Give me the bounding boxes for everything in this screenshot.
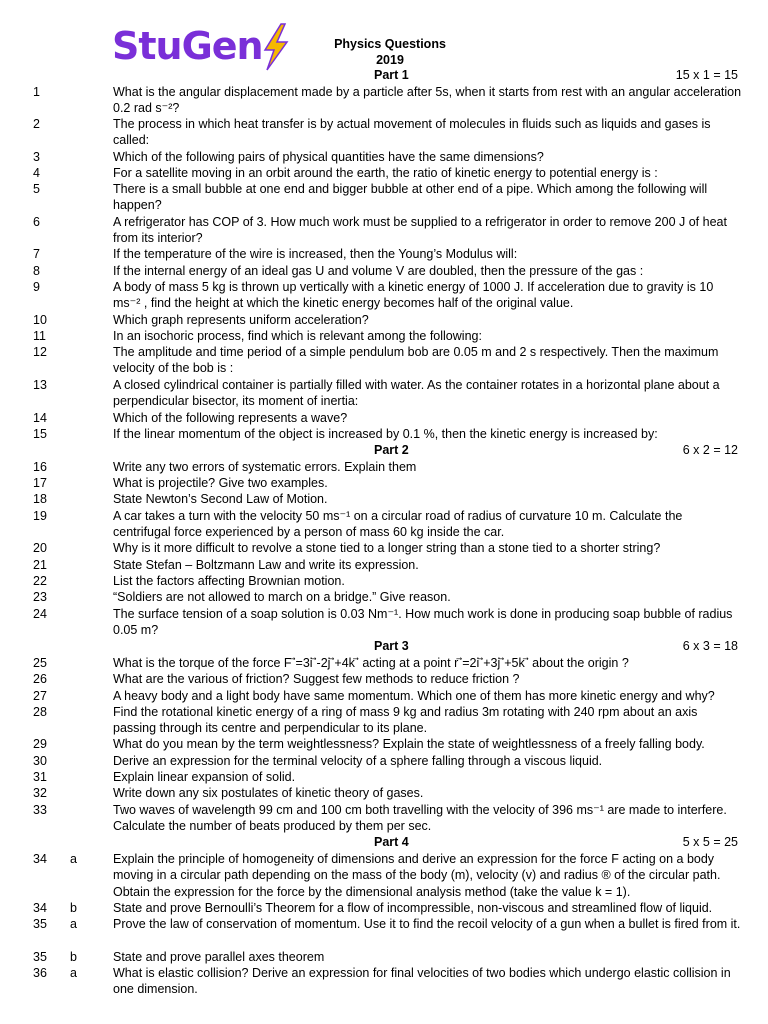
question-text: State Newton’s Second Law of Motion. bbox=[113, 492, 328, 506]
question-text: Why is it more difficult to revolve a stone tied to a longer string than a stone tied to a shorter string? bbox=[113, 541, 661, 555]
question-text: What do you mean by the term weightlessness? Explain the state of weightlessness of a freely falling body. bbox=[113, 737, 705, 751]
question-number: 35 bbox=[33, 950, 47, 964]
question-text: The surface tension of a soap solution is 0.03 Nm⁻¹. How much work is done in producing soap bubble of radius 0.05 m? bbox=[113, 607, 733, 638]
question-number: 1 bbox=[33, 85, 40, 99]
stugen-logo: StuGen bbox=[112, 24, 263, 68]
question-text: A heavy body and a light body have same momentum. Which one of them has more kinetic energy and why? bbox=[113, 689, 715, 703]
question-number: 11 bbox=[33, 329, 46, 343]
question-text: List the factors affecting Brownian motion. bbox=[113, 574, 345, 588]
question-number: 36 bbox=[33, 966, 47, 980]
question-number: 6 bbox=[33, 215, 40, 229]
part-3-header bbox=[0, 638, 768, 654]
question-subpart: b bbox=[70, 901, 77, 915]
question-text: A closed cylindrical container is partially filled with water. As the container rotates in a horizontal plane about a perpendicular bisector, its moment of inertia: bbox=[113, 378, 720, 409]
question-text: Prove the law of conservation of momentum. Use it to find the recoil velocity of a gun when a bullet is fired from it. bbox=[113, 917, 741, 931]
question-number: 20 bbox=[33, 541, 47, 555]
question-number: 18 bbox=[33, 492, 47, 506]
question-number: 30 bbox=[33, 754, 47, 768]
question-number: 25 bbox=[33, 656, 47, 670]
question-number: 24 bbox=[33, 607, 47, 621]
question-text: Write any two errors of systematic errors. Explain them bbox=[113, 460, 417, 474]
question-number: 4 bbox=[33, 166, 40, 180]
part-label: Part 1 bbox=[374, 68, 409, 82]
question-number: 13 bbox=[33, 378, 47, 392]
part-marks: 6 x 3 = 18 bbox=[682, 639, 738, 653]
question-number: 10 bbox=[33, 313, 47, 327]
question-number: 23 bbox=[33, 590, 47, 604]
question-number: 35 bbox=[33, 917, 47, 931]
question-text: Which of the following pairs of physical quantities have the same dimensions? bbox=[113, 150, 544, 164]
question-text: Which graph represents uniform acceleration? bbox=[113, 313, 369, 327]
question-number: 34 bbox=[33, 852, 47, 866]
question-text: Write down any six postulates of kinetic theory of gases. bbox=[113, 786, 424, 800]
question-text: Explain the principle of homogeneity of dimensions and derive an expression for the force F acting on a body moving in a circular path depending on the mass of the body (m), velocity (v) and radius ® of the circular path. Obtain the expression for the force by the dimensional analysis method (take the value k = 1). bbox=[113, 852, 721, 899]
question-text: What is elastic collision? Derive an expression for final velocities of two bodies which undergo elastic collision in one dimension. bbox=[113, 966, 731, 997]
question-text: The process in which heat transfer is by actual movement of molecules in fluids such as liquids and gases is called: bbox=[113, 117, 711, 148]
part-label: Part 4 bbox=[374, 835, 409, 849]
question-number: 2 bbox=[33, 117, 40, 131]
question-text: If the internal energy of an ideal gas U and volume V are doubled, then the pressure of the gas : bbox=[113, 264, 644, 278]
part-2-header bbox=[0, 442, 768, 458]
question-text: In an isochoric process, find which is relevant among the following: bbox=[113, 329, 482, 343]
question-number: 16 bbox=[33, 460, 47, 474]
question-text: What are the various of friction? Suggest few methods to reduce friction ? bbox=[113, 672, 520, 686]
question-text: A body of mass 5 kg is thrown up vertically with a kinetic energy of 1000 J. If acceleration due to gravity is 10 ms⁻² , find the height at which the kinetic energy becomes half of the original value. bbox=[113, 280, 714, 311]
part-4-header bbox=[0, 834, 768, 850]
question-text: A car takes a turn with the velocity 50 ms⁻¹ on a circular road of radius of curvature 10 m. Calculate the centrifugal force experienced by a person of mass 60 kg inside the car. bbox=[113, 509, 683, 540]
question-number: 17 bbox=[33, 476, 47, 490]
question-text: What is the angular displacement made by a particle after 5s, when it starts from rest with an angular acceleration 0.2 rad s⁻²? bbox=[113, 85, 742, 116]
question-number: 15 bbox=[33, 427, 47, 441]
question-number: 32 bbox=[33, 786, 47, 800]
part-label: Part 2 bbox=[374, 443, 409, 457]
question-subpart: a bbox=[70, 852, 77, 866]
part-marks: 5 x 5 = 25 bbox=[682, 835, 738, 849]
question-subpart: a bbox=[70, 966, 77, 980]
question-text: For a satellite moving in an orbit around the earth, the ratio of kinetic energy to potential energy is : bbox=[113, 166, 658, 180]
question-number: 22 bbox=[33, 574, 47, 588]
question-text: If the linear momentum of the object is increased by 0.1 %, then the kinetic energy is increased by: bbox=[113, 427, 658, 441]
question-text: “Soldiers are not allowed to march on a bridge.” Give reason. bbox=[113, 590, 451, 604]
question-text: Derive an expression for the terminal velocity of a sphere falling through a viscous liquid. bbox=[113, 754, 603, 768]
question-number: 26 bbox=[33, 672, 47, 686]
question-text: Explain linear expansion of solid. bbox=[113, 770, 296, 784]
question-text: State Stefan – Boltzmann Law and write its expression. bbox=[113, 558, 419, 572]
question-number: 7 bbox=[33, 247, 40, 261]
question-text: A refrigerator has COP of 3. How much work must be supplied to a refrigerator in order to remove 200 J of heat from its interior? bbox=[113, 215, 727, 246]
question-number: 14 bbox=[33, 411, 47, 425]
question-number: 8 bbox=[33, 264, 40, 278]
part-label: Part 3 bbox=[374, 639, 409, 653]
question-number: 19 bbox=[33, 509, 47, 523]
question-subpart: b bbox=[70, 950, 77, 964]
question-text: Two waves of wavelength 99 cm and 100 cm both travelling with the velocity of 396 ms⁻¹ are made to interfere. Calculate the number of beats produced by them per sec. bbox=[113, 803, 727, 834]
part-marks: 15 x 1 = 15 bbox=[675, 68, 738, 82]
question-text: State and prove parallel axes theorem bbox=[113, 950, 325, 964]
question-number: 28 bbox=[33, 705, 47, 719]
document-title: Physics Questions bbox=[334, 37, 446, 51]
question-text: If the temperature of the wire is increased, then the Young’s Modulus will: bbox=[113, 247, 518, 261]
question-number: 31 bbox=[33, 770, 47, 784]
question-text: State and prove Bernoulli’s Theorem for a flow of incompressible, non-viscous and streamlined flow of liquid. bbox=[113, 901, 713, 915]
question-text: Which of the following represents a wave? bbox=[113, 411, 348, 425]
question-number: 27 bbox=[33, 689, 47, 703]
question-text: What is the torque of the force F ⃗=3i ⃗-2j ⃗+4k ⃗ acting at a point r ⃗=2i ⃗+3j ⃗+5k ⃗ about the origin ? bbox=[113, 656, 629, 670]
question-text: There is a small bubble at one end and bigger bubble at other end of a pipe. Which among the following will happen? bbox=[113, 182, 708, 213]
question-number: 29 bbox=[33, 737, 47, 751]
question-text: The amplitude and time period of a simple pendulum bob are 0.05 m and 2 s respectively. Then the maximum velocity of the bob is : bbox=[113, 345, 719, 376]
question-number: 5 bbox=[33, 182, 40, 196]
part-1-header bbox=[0, 67, 768, 83]
document-year: 2019 bbox=[376, 53, 404, 67]
question-number: 12 bbox=[33, 345, 47, 359]
question-subpart: a bbox=[70, 917, 77, 931]
question-number: 34 bbox=[33, 901, 47, 915]
question-text: What is projectile? Give two examples. bbox=[113, 476, 328, 490]
question-number: 3 bbox=[33, 150, 40, 164]
question-number: 9 bbox=[33, 280, 40, 294]
question-text: Find the rotational kinetic energy of a ring of mass 9 kg and radius 3m rotating with 240 rpm about an axis passing through its centre and perpendicular to its plane. bbox=[113, 705, 698, 736]
question-number: 21 bbox=[33, 558, 47, 572]
part-marks: 6 x 2 = 12 bbox=[682, 443, 738, 457]
question-number: 33 bbox=[33, 803, 47, 817]
